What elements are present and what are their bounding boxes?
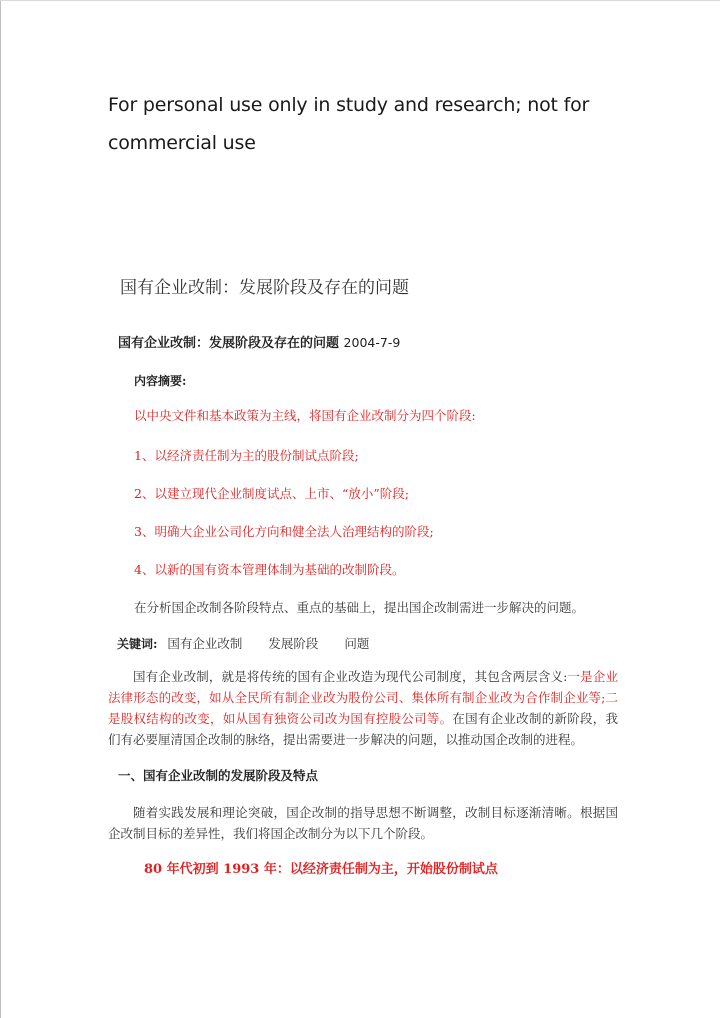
abstract-conclusion: 在分析国企改制各阶段特点、重点的基础上，提出国企改制需进一步解决的问题。 [134, 600, 585, 615]
keyword-item: 问题 [344, 636, 370, 651]
keywords-line [117, 634, 391, 652]
page-left-edge [0, 0, 1, 1018]
page-top-edge [0, 0, 720, 1]
keyword-item: 国有企业改制 [167, 636, 243, 651]
disclaimer-line-1: For personal use only in study and research; not for [108, 94, 590, 116]
intro-paragraph-red: 一是企业法律形态的改变，如从全民所有制企业改为股份公司、集体所有制企业改为合作制企业等;二是股权结构的改变，如从国有独资公司改为国有控股公司等。 [108, 669, 618, 726]
section-1-heading: 一、国有企业改制的发展阶段及特点 [118, 768, 319, 783]
keywords-label: 关键词: [117, 637, 158, 651]
subtitle-date: 2004-7-9 [343, 335, 401, 350]
stage-item-1: 1、以经济责任制为主的股份制试点阶段; [134, 448, 359, 463]
intro-paragraph-part-2: 在国有企业改制的新阶段，我们有必要厘清国企改制的脉络，提出需要进一步解决的问题，以推动国企改制的进程。 [108, 711, 618, 747]
section-1-paragraph: 随着实践发展和理论突破，国企改制的指导思想不断调整，改制目标逐渐清晰。根据国企改制目标的差异性，我们将国企改制分为以下几个阶段。 [108, 805, 618, 841]
intro-paragraph [108, 666, 618, 750]
intro-paragraph-part-1: 国有企业改制，就是将传统的国有企业改造为现代公司制度，其包含两层含义: [133, 669, 568, 684]
stage-item-3: 3、明确大企业公司化方向和健全法人治理结构的阶段; [134, 524, 434, 539]
disclaimer-line-2: commercial use [108, 132, 256, 154]
subtitle [118, 332, 400, 351]
abstract-intro: 以中央文件和基本政策为主线，将国有企业改制分为四个阶段: [134, 408, 476, 423]
keyword-item: 发展阶段 [268, 636, 319, 651]
stage-1-heading: 80 年代初到 1993 年：以经济责任制为主，开始股份制试点 [144, 862, 498, 877]
stage-item-4: 4、以新的国有资本管理体制为基础的改制阶段。 [134, 562, 405, 577]
abstract-label: 内容摘要: [134, 374, 187, 388]
subtitle-text: 国有企业改制：发展阶段及存在的问题 [118, 336, 340, 351]
stage-item-2: 2、以建立现代企业制度试点、上市、“放小”阶段; [134, 486, 409, 501]
document-title: 国有企业改制：发展阶段及存在的问题 [120, 278, 409, 298]
